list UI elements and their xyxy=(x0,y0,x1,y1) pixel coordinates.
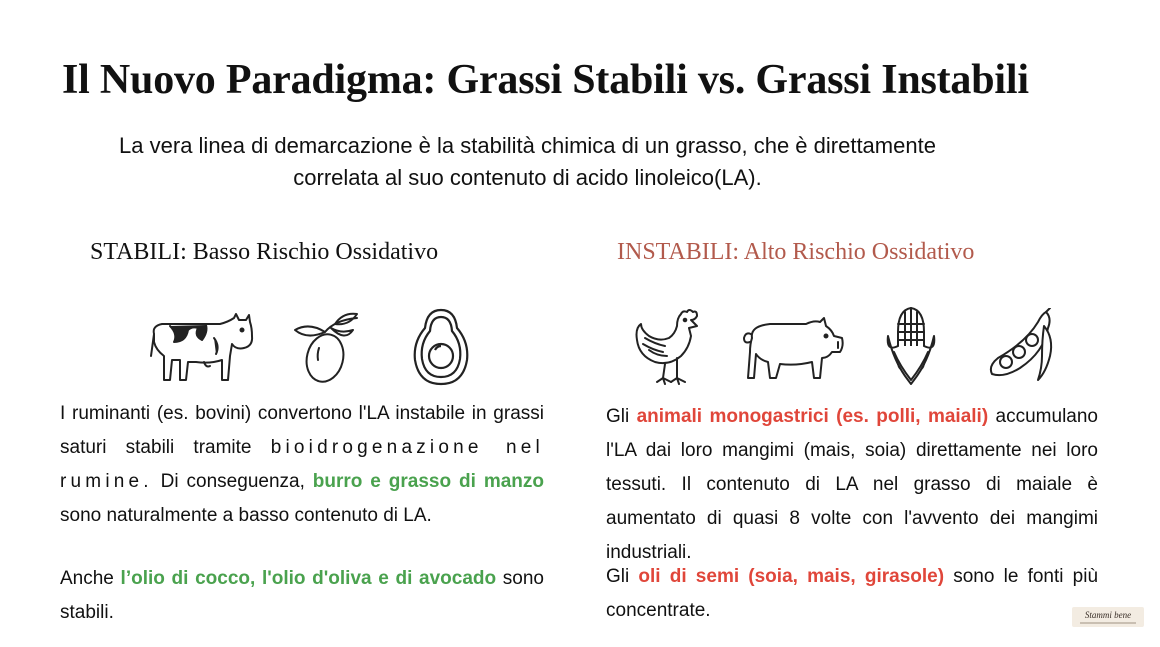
unstable-p3-text-a: Gli xyxy=(606,406,637,427)
stable-p2-text-a: Anche xyxy=(60,568,121,589)
unstable-paragraph-1 xyxy=(606,400,1098,570)
stable-paragraph-2 xyxy=(60,562,544,630)
stable-p1-text-c: Di conseguenza, xyxy=(152,471,313,492)
subtitle-line-1: La vera linea di demarcazione è la stabilità chimica di un grasso, che è direttamente xyxy=(119,133,936,158)
unstable-p3-highlight: animali monogastrici (es. polli, maiali) xyxy=(636,406,989,427)
cow-icon xyxy=(148,312,256,384)
avocado-icon xyxy=(411,308,471,386)
unstable-p4-text-b: sono le fonti più concentrate. xyxy=(606,566,1099,621)
unstable-heading: INSTABILI: Alto Rischio Ossidativo xyxy=(617,239,975,265)
subtitle-line-2: correlata al suo contenuto di acido linoleico(LA). xyxy=(293,165,762,190)
unstable-paragraph-2 xyxy=(606,560,1098,628)
stable-heading: STABILI: Basso Rischio Ossidativo xyxy=(90,239,439,265)
stable-p1-text-d: sono naturalmente a basso contenuto di LA. xyxy=(60,505,432,526)
brand-logo-text: Stammi bene xyxy=(1084,610,1132,620)
pig-icon xyxy=(740,316,844,382)
stable-p1-highlight: burro e grasso di manzo xyxy=(312,471,544,492)
unstable-p4-highlight: oli di semi (soia, mais, girasole) xyxy=(638,566,945,587)
page-title: Il Nuovo Paradigma: Grassi Stabili vs. Grassi Instabili xyxy=(62,57,1029,103)
stable-paragraph-1 xyxy=(60,397,544,533)
corn-icon xyxy=(884,306,938,386)
soy-icon xyxy=(986,308,1058,386)
subtitle xyxy=(40,130,1015,194)
stable-p1-text-b: bioidrogenazione nel rumine. xyxy=(60,437,544,492)
brand-logo xyxy=(1072,607,1144,627)
olive-icon xyxy=(291,310,363,386)
brand-logo-underline xyxy=(1080,622,1136,624)
stable-p2-text-b: sono stabili. xyxy=(60,568,544,623)
stable-p2-highlight: l’olio di cocco, l'olio d'oliva e di avocado xyxy=(120,568,497,589)
unstable-p4-text-a: Gli xyxy=(606,566,639,587)
unstable-p3-text-b: accumulano l'LA dai loro mangimi (mais, soia) direttamente nei loro tessuti. Il contenuto di LA nel grasso di maiale è aumentato di quasi 8 volte con l'avvento dei mangimi industriali. xyxy=(606,406,1099,563)
chicken-icon xyxy=(629,308,707,386)
stable-p1-text-a: I ruminanti (es. bovini) convertono l'LA instabile in grassi saturi stabili tramite xyxy=(60,403,544,458)
